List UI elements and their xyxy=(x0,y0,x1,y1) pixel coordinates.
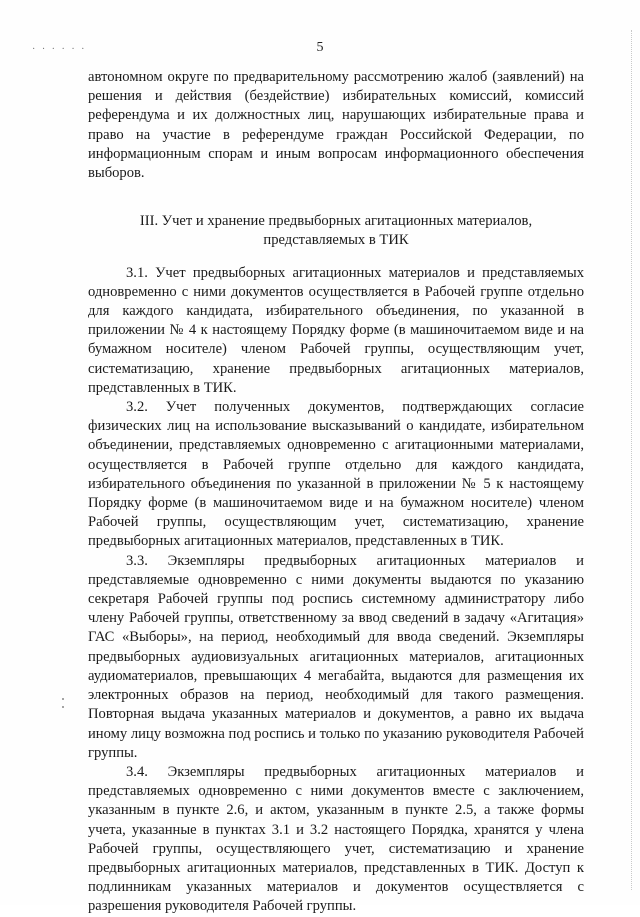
scan-edge-line xyxy=(630,30,632,890)
scan-speck xyxy=(62,706,64,708)
paragraph-3-3: 3.3. Экземпляры предвыборных агитационных материалов и представляемые одновременно с ними документы выдаются по указанию секретаря Рабочей группы под роспись системному администратору либо члену Рабочей группы, ответственному за ввод сведений в задачу «Агитация» ГАС «Выборы», на период, необходимый для ввода сведений. Экземпляры предвыборных аудиовизуальных агитационных материалов, агитационных аудиоматериалов, превышающих 4 мегабайта, выдаются для размещения их электронных образов на период, необходимый для такого размещения. Повторная выдача указанных материалов и документов, а равно их выдача иному лицу возможна под роспись и только по указанию руководителя Рабочей группы. xyxy=(88,552,584,761)
scan-corner-mark: · · · · · · xyxy=(32,44,87,55)
paragraph-3-1: 3.1. Учет предвыборных агитационных материалов и представляемых одновременно с ними документов осуществляется в Рабочей группе отдельно для каждого кандидата, избирательного объединения, по указанной в приложении № 4 к настоящему Порядку форме (в машиночитаемом виде и на бумажном носителе) членом Рабочей группы, осуществляющим учет, систематизацию, хранение предвыборных агитационных материалов, представленных в ТИК. xyxy=(88,264,584,396)
scan-speck xyxy=(62,698,64,700)
section-heading: III. Учет и хранение предвыборных агитационных материалов, представляемых в ТИК xyxy=(139,213,533,249)
document-body xyxy=(88,68,584,917)
paragraph-3-2: 3.2. Учет полученных документов, подтверждающих согласие физических лиц на использование высказываний о кандидате, избирательном объединении, представляемых одновременно с агитационными материалами, осуществляется в Рабочей группе отдельно для каждого кандидата, избирательного объединения по указанной в приложении № 5 к настоящему Порядку форме (в машиночитаемом виде и на бумажном носителе) членом Рабочей группы, осуществляющим учет, систематизацию, хранение предвыборных агитационных материалов, представленных в ТИК. xyxy=(88,399,584,550)
page-number: 5 xyxy=(316,40,324,55)
intro-paragraph: автономном округе по предварительному рассмотрению жалоб (заявлений) на решения и действия (бездействие) избирательных комиссий, комиссий референдума и их должностных лиц, нарушающих избирательные права и право на участие в референдуме граждан Российской Федерации, по информационным спорам и иным вопросам информационного обеспечения выборов. xyxy=(88,69,584,182)
paragraph-3-4: 3.4. Экземпляры предвыборных агитационных материалов и представляемых одновременно с ними документов вместе с заключением, указанным в пункте 2.6, и актом, указанным в пункте 2.5, а также формы учета, указанные в пунктах 3.1 и 3.2 настоящего Порядка, хранятся у члена Рабочей группы, осуществляющего учет, систематизацию и хранение предвыборных агитационных материалов, представленных в ТИК. Доступ к подлинникам указанных материалов и документов осуществляется с разрешения руководителя Рабочей группы. xyxy=(88,763,584,915)
